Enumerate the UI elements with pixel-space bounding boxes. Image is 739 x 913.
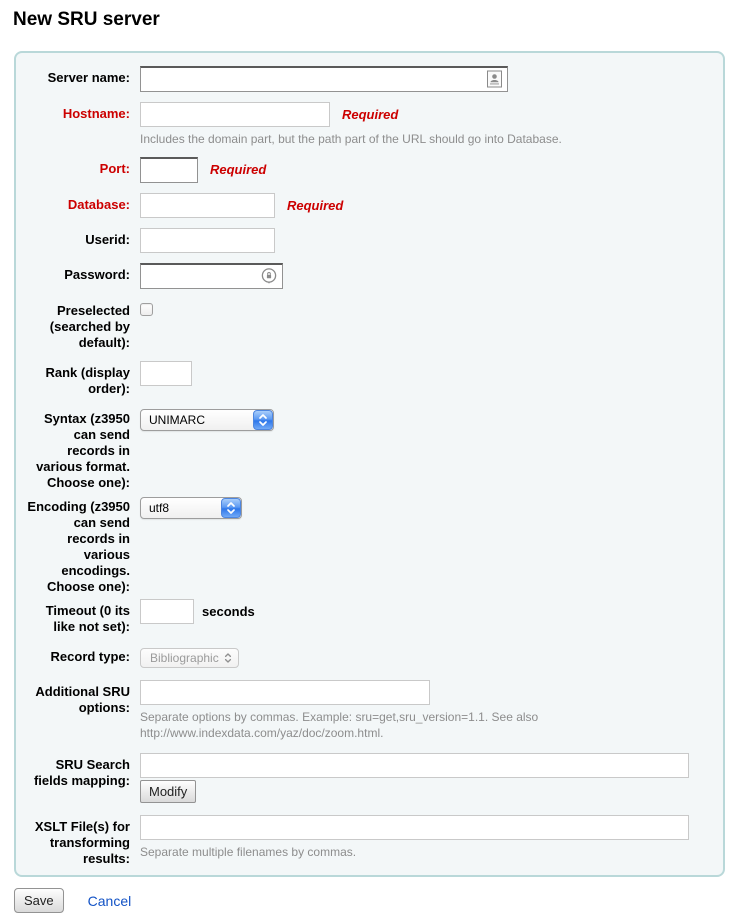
modify-button[interactable]: Modify xyxy=(140,780,196,803)
server-name-row xyxy=(24,66,709,92)
server-name-input[interactable] xyxy=(140,66,508,92)
rank-input[interactable] xyxy=(140,361,192,386)
sru-fields-mapping-row xyxy=(24,753,709,803)
syntax-row xyxy=(24,407,709,491)
record-type-selected-value: Bibliographic xyxy=(150,651,219,665)
additional-options-label: Additional SRU options: xyxy=(35,684,130,715)
sru-server-form-panel xyxy=(14,51,725,877)
cancel-link[interactable]: Cancel xyxy=(87,892,132,909)
additional-options-row xyxy=(24,680,709,741)
xslt-hint: Separate multiple filenames by commas. xyxy=(140,845,357,859)
hostname-label: Hostname: xyxy=(62,106,130,121)
additional-options-hint: Separate options by commas. Example: sru=get,sru_version=1.1. See also http://www.indexdata.com/yaz/doc/zoom.html. xyxy=(140,710,539,740)
rank-row xyxy=(24,361,709,397)
timeout-label: Timeout (0 its like not set): xyxy=(45,603,130,634)
port-label: Port: xyxy=(99,161,130,176)
save-button[interactable]: Save xyxy=(14,888,64,913)
database-row xyxy=(24,193,709,218)
timeout-input[interactable] xyxy=(140,599,194,624)
record-type-select[interactable] xyxy=(140,648,239,668)
port-row xyxy=(24,157,709,183)
contact-card-autofill-icon[interactable] xyxy=(487,71,502,88)
database-required-note: Required xyxy=(287,198,344,213)
record-type-label: Record type: xyxy=(50,649,130,664)
sru-fields-mapping-input[interactable] xyxy=(140,753,689,778)
userid-input[interactable] xyxy=(140,228,275,253)
hostname-required-note: Required xyxy=(342,107,399,122)
preselected-label: Preselected (searched by default): xyxy=(49,303,130,350)
additional-options-input[interactable] xyxy=(140,680,430,705)
up-down-chevrons-icon xyxy=(253,410,273,430)
up-down-chevrons-icon xyxy=(224,652,232,664)
port-input[interactable] xyxy=(140,157,198,183)
xslt-label: XSLT File(s) for transforming results: xyxy=(34,819,130,866)
database-label: Database: xyxy=(67,197,130,212)
record-type-row xyxy=(24,645,709,668)
password-row xyxy=(24,263,709,289)
hostname-hint: Includes the domain part, but the path part of the URL should go into Database. xyxy=(140,132,562,146)
preselected-row xyxy=(24,299,709,351)
encoding-selected-value: utf8 xyxy=(149,501,170,515)
xslt-input[interactable] xyxy=(140,815,689,840)
xslt-row xyxy=(24,815,709,867)
port-required-note: Required xyxy=(210,162,267,177)
syntax-label: Syntax (z3950 can send records in various format. Choose one): xyxy=(36,411,130,490)
key-lock-autofill-icon[interactable] xyxy=(261,268,277,285)
encoding-row xyxy=(24,495,709,595)
hostname-row xyxy=(24,102,709,147)
password-label: Password: xyxy=(64,267,130,282)
userid-label: Userid: xyxy=(85,232,130,247)
timeout-seconds-suffix: seconds xyxy=(202,604,255,619)
form-actions xyxy=(14,888,739,913)
encoding-select[interactable] xyxy=(140,497,242,519)
page-title: New SRU server xyxy=(13,9,160,30)
hostname-input[interactable] xyxy=(140,102,330,127)
syntax-select[interactable] xyxy=(140,409,274,431)
encoding-label: Encoding (z3950 can send records in various encodings. Choose one): xyxy=(27,499,130,594)
sru-fields-mapping-label: SRU Search fields mapping: xyxy=(33,757,130,788)
rank-label: Rank (display order): xyxy=(45,365,130,396)
up-down-chevrons-icon xyxy=(221,498,241,518)
syntax-selected-value: UNIMARC xyxy=(149,413,205,427)
timeout-row xyxy=(24,599,709,635)
database-input[interactable] xyxy=(140,193,275,218)
server-name-label: Server name: xyxy=(47,70,130,85)
preselected-checkbox[interactable] xyxy=(140,303,153,316)
userid-row xyxy=(24,228,709,253)
form-rows xyxy=(24,66,709,867)
